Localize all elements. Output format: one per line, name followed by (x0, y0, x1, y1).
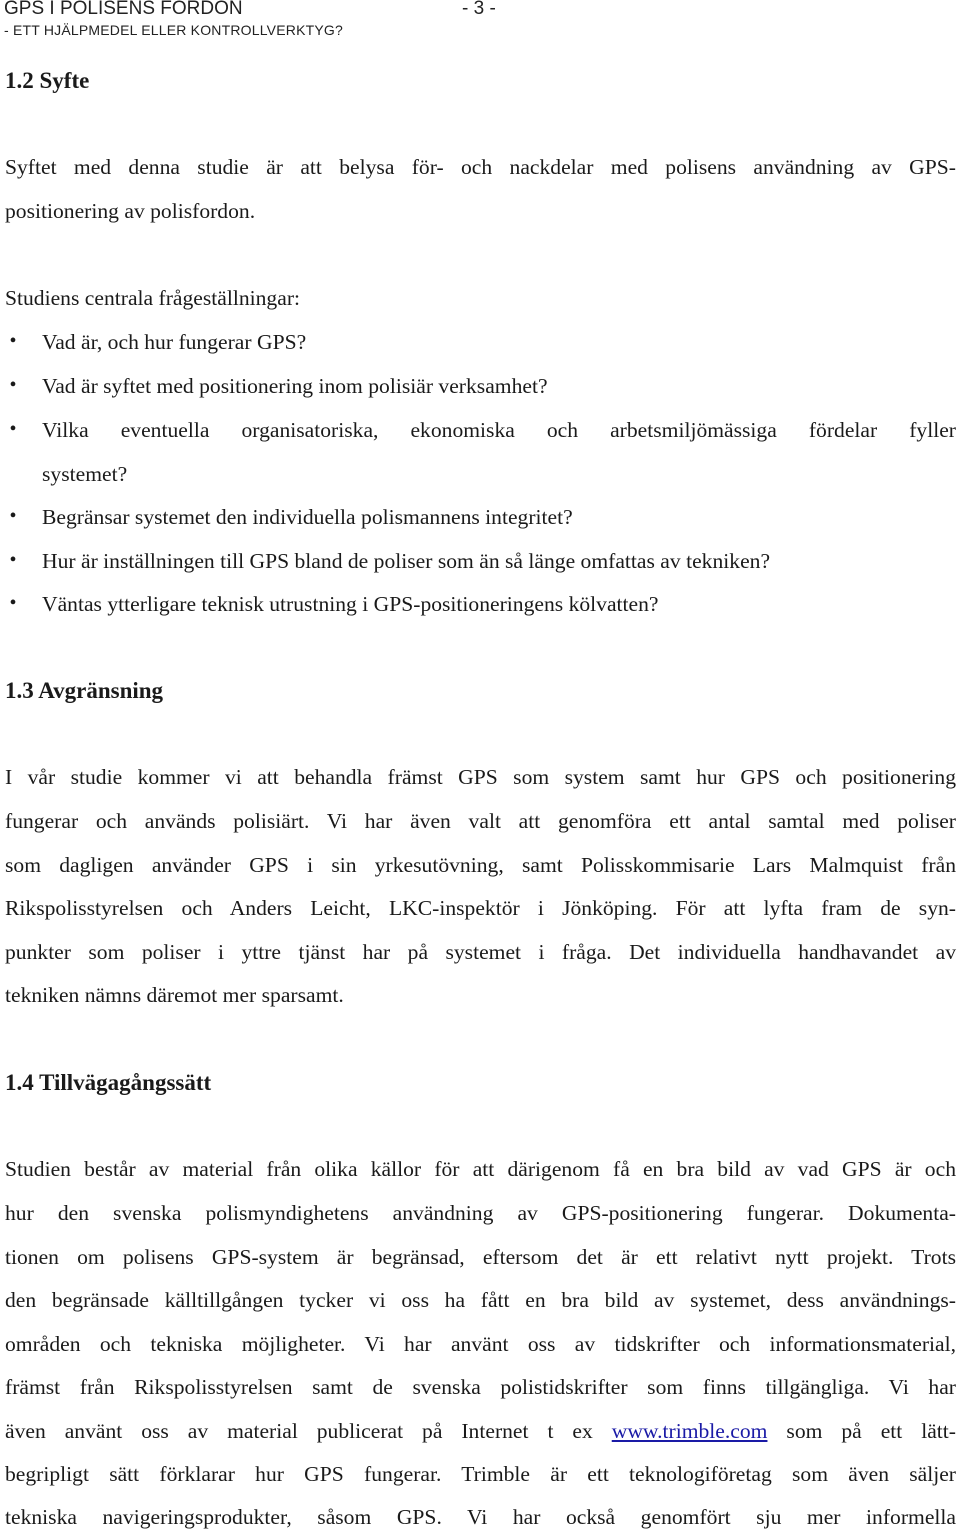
bullet-item: Vilka eventuella organisatoriska, ekonomiska och arbetsmiljömässiga fördelar fyller (42, 418, 956, 442)
tillvagagang-line: områden och tekniska möjligheter. Vi har använt oss av tidskrifter och informationsmaterial, (5, 1332, 956, 1356)
bullet-item: Vad är, och hur fungerar GPS? (42, 330, 307, 354)
heading-tillvagagangssatt: 1.4 Tillvägagångssätt (5, 1070, 212, 1095)
bullet-item-continuation: systemet? (42, 462, 128, 486)
bullet-marker: • (9, 505, 17, 527)
bullet-item: Väntas ytterligare teknisk utrustning i GPS-positioneringens kölvatten? (42, 592, 659, 616)
avgransning-line: Rikspolisstyrelsen och Anders Leicht, LKC-inspektör i Jönköping. För att lyfta fram de syn- (5, 896, 956, 920)
line-text-after-link: som på ett lätt- (786, 1419, 956, 1443)
avgransning-line: I vår studie kommer vi att behandla främst GPS som system samt hur GPS och positionering (5, 765, 956, 789)
bullet-marker: • (9, 592, 17, 614)
heading-avgransning: 1.3 Avgränsning (5, 678, 164, 703)
tillvagagang-line: begripligt sätt förklarar hur GPS fungerar. Trimble är ett teknologiföretag som även säljer (5, 1462, 956, 1486)
questions-label: Studiens centrala frågeställningar: (5, 286, 301, 310)
bullet-marker: • (9, 374, 17, 396)
tillvagagang-line: tionen om polisens GPS-system är begränsad, eftersom det är ett relativt nytt projekt. Trots (5, 1245, 956, 1269)
trimble-link[interactable]: www.trimble.com (611, 1419, 768, 1443)
bullet-marker: • (9, 330, 17, 352)
tillvagagang-line: hur den svenska polismyndighetens användning av GPS-positionering fungerar. Dokumenta- (5, 1201, 956, 1225)
tillvagagang-line: Studien består av material från olika källor för att därigenom få en bra bild av vad GPS är och (5, 1157, 956, 1181)
bullet-marker: • (9, 418, 17, 440)
running-header-title: GPS I POLISENS FORDON (4, 0, 243, 19)
tillvagagang-line: främst från Rikspolisstyrelsen samt de svenska polistidskrifter som finns tillgängliga. Vi har (5, 1375, 956, 1399)
running-header-subtitle: - ETT HJÄLPMEDEL ELLER KONTROLLVERKTYG? (4, 22, 343, 38)
avgransning-line: tekniken nämns däremot mer sparsamt. (5, 983, 344, 1007)
tillvagagang-line: tekniska navigeringsprodukter, såsom GPS. Vi har också genomfört sju mer informella (5, 1505, 956, 1529)
avgransning-line: punkter som poliser i yttre tjänst har på systemet i fråga. Det individuella handhavandet av (5, 940, 956, 964)
syfte-line-2: positionering av polisfordon. (5, 199, 256, 223)
bullet-item: Vad är syftet med positionering inom polisiär verksamhet? (42, 374, 548, 398)
tillvagagang-line-with-link (5, 1419, 956, 1444)
syfte-line-1: Syftet med denna studie är att belysa för- och nackdelar med polisens användning av GPS- (5, 155, 956, 179)
bullet-item: Hur är inställningen till GPS bland de poliser som än så länge omfattas av tekniken? (42, 549, 771, 573)
avgransning-line: fungerar och används polisiärt. Vi har även valt att genomföra ett antal samtal med poliser (5, 809, 956, 833)
page-number: - 3 - (462, 0, 496, 19)
bullet-marker: • (9, 549, 17, 571)
bullet-item: Begränsar systemet den individuella polismannens integritet? (42, 505, 573, 529)
heading-syfte: 1.2 Syfte (5, 68, 90, 93)
line-text-before-link: även använt oss av material publicerat på Internet t ex (5, 1419, 593, 1443)
tillvagagang-line: den begränsade källtillgången tycker vi oss ha fått en bra bild av systemet, dess användnings- (5, 1288, 956, 1312)
avgransning-line: som dagligen använder GPS i sin yrkesutövning, samt Polisskommisarie Lars Malmquist från (5, 853, 956, 877)
